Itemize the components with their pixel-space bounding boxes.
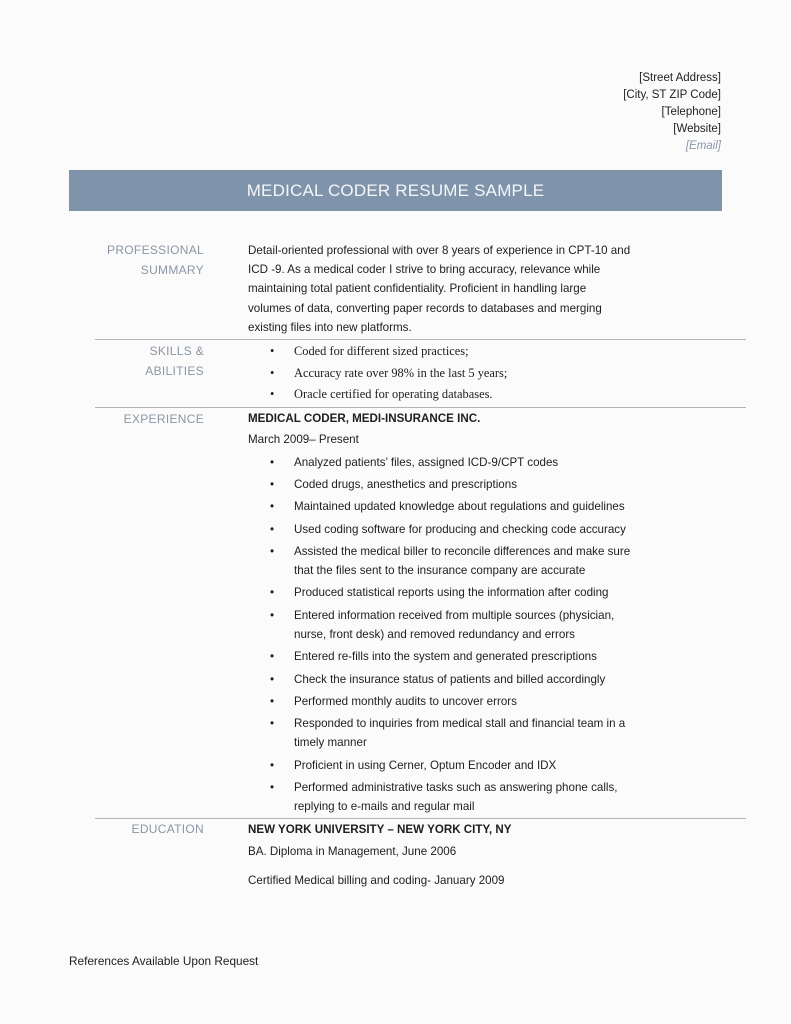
summary-line: ICD -9. As a medical coder I strive to bring accuracy, relevance while [248, 263, 601, 277]
degree: BA. Diploma in Management, June 2006 [248, 845, 457, 858]
bullet-icon: • [270, 694, 275, 708]
bullet-icon: • [270, 650, 275, 664]
list-item [262, 583, 630, 603]
list-item [262, 756, 630, 776]
list-item [262, 542, 630, 581]
summary-line: maintaining total patient confidentiality. Proficient in handling large [248, 282, 587, 296]
summary-line: volumes of data, converting paper records to databases and merging [248, 301, 602, 315]
experience-text: Used coding software for producing and checking code accuracy [294, 522, 626, 536]
job-dates: March 2009– Present [248, 433, 359, 446]
section-label-education: EDUCATION [131, 822, 204, 836]
section-label-summary [95, 240, 204, 280]
summary-text [248, 241, 630, 337]
bullet-icon: • [270, 586, 275, 600]
experience-text: timely manner [294, 736, 367, 750]
experience-text: Maintained updated knowledge about regulations and guidelines [294, 500, 625, 514]
bullet-icon: • [270, 716, 275, 730]
bullet-icon: • [270, 387, 275, 401]
telephone: [Telephone] [661, 106, 721, 118]
bullet-icon: • [270, 780, 275, 794]
experience-text: replying to e-mails and regular mail [294, 800, 475, 814]
resume-title: MEDICAL CODER RESUME SAMPLE [246, 180, 545, 200]
list-item [262, 475, 630, 495]
experience-text: Performed administrative tasks such as answering phone calls, [294, 780, 618, 794]
school-name: NEW YORK UNIVERSITY – NEW YORK CITY, NY [248, 823, 512, 836]
list-item [262, 363, 507, 385]
city-state-zip: [City, ST ZIP Code] [623, 89, 721, 101]
bullet-icon: • [270, 672, 275, 686]
references-note: References Available Upon Request [69, 954, 259, 968]
skill-text: Oracle certified for operating databases. [294, 387, 493, 401]
skill-text: Accuracy rate over 98% in the last 5 years; [294, 365, 508, 380]
bullet-icon: • [270, 522, 275, 536]
summary-line: Detail-oriented professional with over 8 years of experience in CPT-10 and [248, 244, 631, 257]
section-label-experience: EXPERIENCE [123, 412, 204, 426]
list-item [262, 692, 630, 712]
section-divider [95, 339, 746, 340]
label-line: SUMMARY [140, 263, 204, 277]
experience-text: Entered re-fills into the system and generated prescriptions [294, 650, 597, 664]
list-item [262, 453, 630, 473]
certification: Certified Medical billing and coding- January 2009 [248, 874, 505, 887]
bullet-icon: • [270, 344, 275, 358]
list-item [262, 520, 630, 540]
bullet-icon: • [270, 478, 275, 492]
experience-text: Proficient in using Cerner, Optum Encoder and IDX [294, 758, 557, 772]
experience-text: Coded drugs, anesthetics and prescriptions [294, 478, 517, 492]
bullet-icon: • [270, 608, 275, 622]
street-address: [Street Address] [639, 72, 721, 84]
skill-text: Coded for different sized practices; [294, 344, 469, 358]
section-divider [95, 407, 746, 408]
experience-text: that the files sent to the insurance company are accurate [294, 564, 586, 578]
list-item [262, 778, 630, 817]
experience-text: Check the insurance status of patients and billed accordingly [294, 672, 606, 686]
summary-line: existing files into new platforms. [248, 320, 412, 334]
bullet-icon: • [270, 500, 275, 514]
experience-text: Responded to inquiries from medical stall and financial team in a [294, 716, 626, 730]
section-label-skills: SKILLS & ABILITIES [145, 344, 204, 378]
bullet-icon: • [270, 758, 275, 772]
contact-block [623, 70, 721, 155]
experience-text: Produced statistical reports using the information after coding [294, 586, 609, 600]
bullet-icon: • [270, 456, 275, 469]
experience-text: Assisted the medical biller to reconcile differences and make sure [294, 544, 631, 558]
experience-text: Performed monthly audits to uncover errors [294, 694, 517, 708]
list-item [262, 606, 630, 645]
resume-title-banner [69, 170, 722, 211]
bullet-icon: • [270, 365, 275, 380]
list-item [262, 384, 507, 406]
bullet-icon: • [270, 544, 275, 558]
list-item [262, 670, 630, 690]
list-item [262, 714, 630, 753]
email: [Email] [685, 140, 721, 152]
list-item [262, 341, 507, 363]
experience-text: Entered information received from multiple sources (physician, [294, 608, 615, 622]
experience-text: nurse, front desk) and removed redundancy and errors [294, 628, 575, 642]
list-item [262, 647, 630, 667]
label-line: PROFESSIONAL [107, 243, 204, 257]
website: [Website] [673, 123, 721, 135]
experience-text: Analyzed patients’ files, assigned ICD-9/CPT codes [294, 456, 559, 469]
job-title: MEDICAL CODER, MEDI-INSURANCE INC. [248, 412, 481, 425]
experience-list [262, 453, 630, 819]
list-item [262, 497, 630, 517]
skills-list [262, 341, 507, 406]
